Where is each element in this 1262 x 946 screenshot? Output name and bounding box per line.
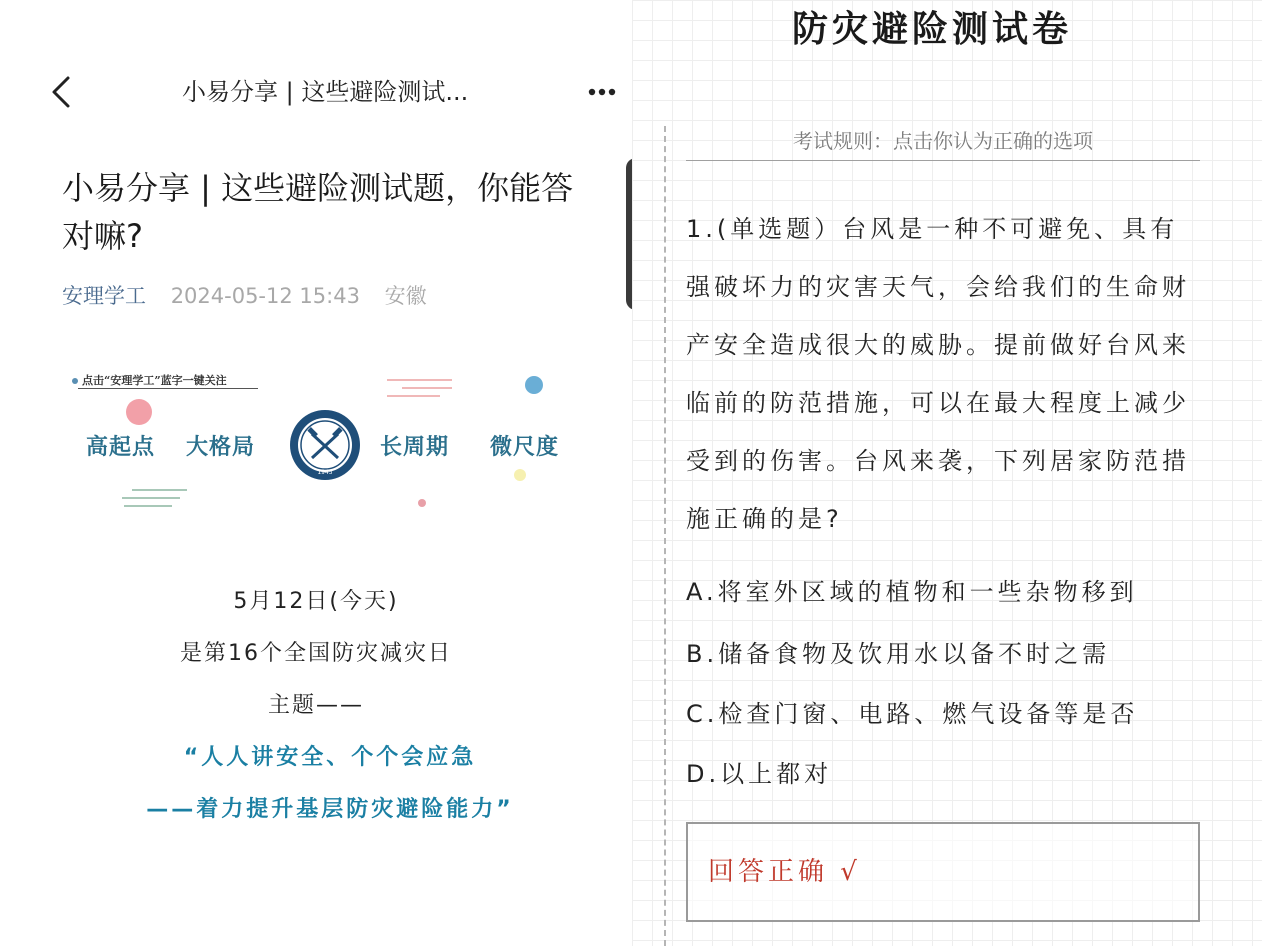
answer-feedback: 回答正确 √ xyxy=(708,857,861,887)
option-d[interactable]: D.以上都对 xyxy=(686,760,833,788)
theme-quote-line: “人人讲安全、个个会应急 xyxy=(183,745,477,770)
article-meta xyxy=(62,282,427,310)
margin-dashed-line xyxy=(664,126,666,946)
article-title: 小易分享 | 这些避险测试题，你能答对嘛? xyxy=(62,169,574,255)
body-line: 是第16个全国防灾减灾日 xyxy=(180,641,452,666)
svg-text:1945: 1945 xyxy=(317,469,333,476)
quiz-pane xyxy=(632,0,1262,946)
top-nav-bar xyxy=(0,60,632,124)
banner-slogan: 长周期 xyxy=(380,434,450,460)
answer-feedback-box xyxy=(686,822,1200,922)
rules-divider xyxy=(686,160,1200,161)
option-a[interactable]: A.将室外区域的植物和一些杂物移到 xyxy=(686,578,1138,606)
theme-quote-line: ——着力提升基层防灾避险能力” xyxy=(146,797,514,822)
header-banner-image xyxy=(62,360,592,520)
back-button[interactable] xyxy=(44,70,80,114)
body-line: 主题—— xyxy=(267,693,364,718)
back-arrow-icon xyxy=(44,70,80,114)
option-b[interactable]: B.储备食物及饮用水以备不时之需 xyxy=(686,640,1111,668)
nav-title: 小易分享 | 这些避险测试... xyxy=(182,78,469,106)
more-button[interactable] xyxy=(584,76,624,108)
body-line: 5月12日(今天) xyxy=(233,589,399,614)
option-c[interactable]: C.检查门窗、电路、燃气设备等是否 xyxy=(686,700,1139,728)
banner-slogan: 微尺度 xyxy=(490,434,560,460)
exam-title: 防灾避险测试卷 xyxy=(791,9,1072,50)
university-emblem-icon xyxy=(288,408,362,482)
follow-hint: 点击“安理学工”蓝字一键关注 xyxy=(72,372,227,388)
more-dots-icon xyxy=(584,76,624,108)
question-text: 1.(单选题）台风是一种不可避免、具有强破坏力的灾害天气，会给我们的生命财产安全造成很大的威胁。提前做好台风来临前的防范措施，可以在最大程度上减少受到的伤害。台风来袭，下列居家防范措施正确的是? xyxy=(686,215,1190,533)
exam-rules: 考试规则：点击你认为正确的选项 xyxy=(793,129,1093,153)
author-link[interactable]: 安理学工 xyxy=(62,284,146,308)
banner-slogan: 高起点 xyxy=(86,434,156,460)
publish-datetime: 2024-05-12 15:43 xyxy=(170,284,360,308)
banner-slogan: 大格局 xyxy=(186,434,256,460)
publish-location: 安徽 xyxy=(384,284,427,308)
